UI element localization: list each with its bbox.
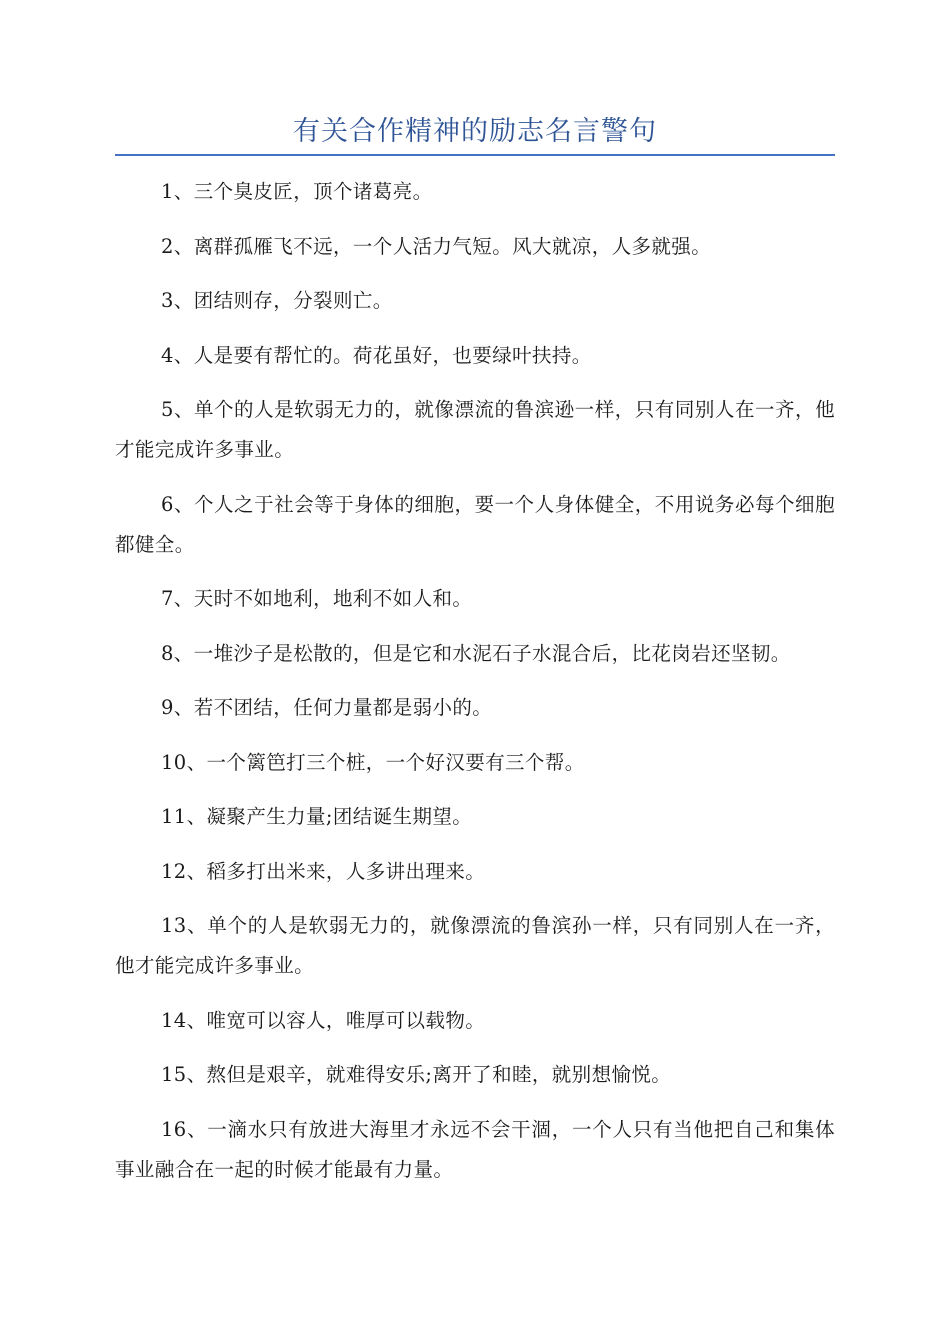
quote-paragraph-6: 6、个人之于社会等于身体的细胞，要一个人身体健全，不用说务必每个细胞都健全。	[115, 492, 835, 556]
quote-paragraph-10: 10、一个篱笆打三个桩，一个好汉要有三个帮。	[161, 750, 585, 774]
quote-paragraph-8: 8、一堆沙子是松散的，但是它和水泥石子水混合后，比花岗岩还坚韧。	[161, 641, 791, 665]
quote-paragraph-2: 2、离群孤雁飞不远，一个人活力气短。风大就凉，人多就强。	[161, 234, 712, 258]
quote-paragraph-9: 9、若不团结，任何力量都是弱小的。	[161, 696, 493, 719]
quote-paragraph-5: 5、单个的人是软弱无力的，就像漂流的鲁滨逊一样，只有同别人在一齐，他才能完成许多事业。	[115, 398, 835, 461]
quote-paragraph-16: 16、一滴水只有放进大海里才永远不会干涸，一个人只有当他把自己和集体事业融合在一起的时候才能最有力量。	[115, 1117, 835, 1181]
quote-paragraph-14: 14、唯宽可以容人，唯厚可以载物。	[161, 1008, 486, 1032]
quote-paragraph-12: 12、稻多打出米来，人多讲出理来。	[161, 859, 486, 883]
title-underline	[115, 154, 835, 156]
quote-paragraph-7: 7、天时不如地利，地利不如人和。	[161, 587, 473, 610]
quote-paragraph-3: 3、团结则存，分裂则亡。	[161, 289, 393, 312]
quote-paragraph-13: 13、单个的人是软弱无力的，就像漂流的鲁滨孙一样，只有同别人在一齐，他才能完成许多事业。	[115, 914, 835, 977]
document-body	[115, 172, 835, 1204]
quote-paragraph-4: 4、人是要有帮忙的。荷花虽好，也要绿叶扶持。	[161, 343, 592, 367]
quote-paragraph-11: 11、凝聚产生力量;团结诞生期望。	[161, 805, 473, 828]
document-title: 有关合作精神的励志名言警句	[293, 116, 657, 147]
quote-paragraph-15: 15、熬但是艰辛，就难得安乐;离开了和睦，就别想愉悦。	[161, 1063, 672, 1086]
quote-paragraph-1: 1、三个臭皮匠，顶个诸葛亮。	[161, 180, 433, 203]
